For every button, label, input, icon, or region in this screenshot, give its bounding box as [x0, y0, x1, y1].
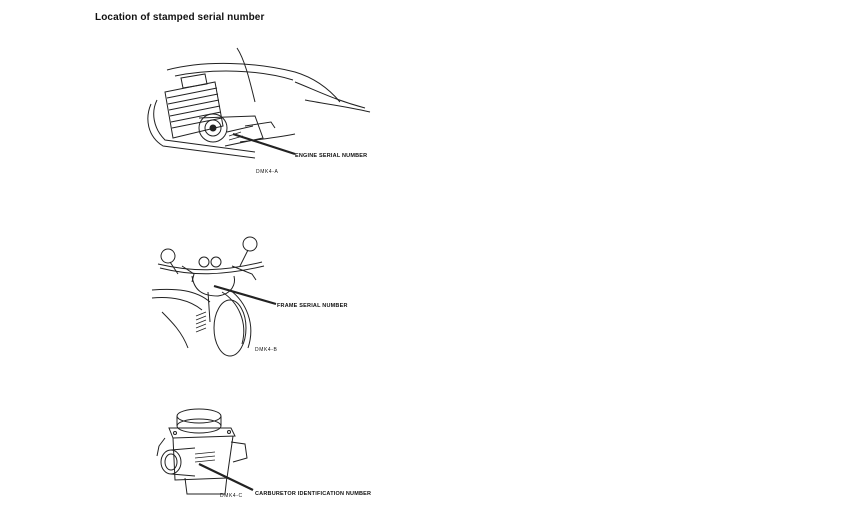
- page-title: Location of stamped serial number: [95, 12, 265, 23]
- figure-frame: [152, 232, 392, 367]
- figure-engine: [145, 42, 385, 182]
- engine-illustration-icon: [145, 42, 385, 182]
- figure-code-c: DMK4-C: [220, 493, 243, 499]
- figure-code-b: DMK4-B: [255, 347, 278, 353]
- figure-carburetor: [155, 402, 395, 512]
- callout-engine-serial-number: ENGINE SERIAL NUMBER: [295, 153, 368, 159]
- callout-frame-serial-number: FRAME SERIAL NUMBER: [277, 303, 348, 309]
- figure-code-a: DMK4-A: [256, 169, 279, 175]
- callout-carburetor-identification-number: CARBURETOR IDENTIFICATION NUMBER: [255, 491, 372, 497]
